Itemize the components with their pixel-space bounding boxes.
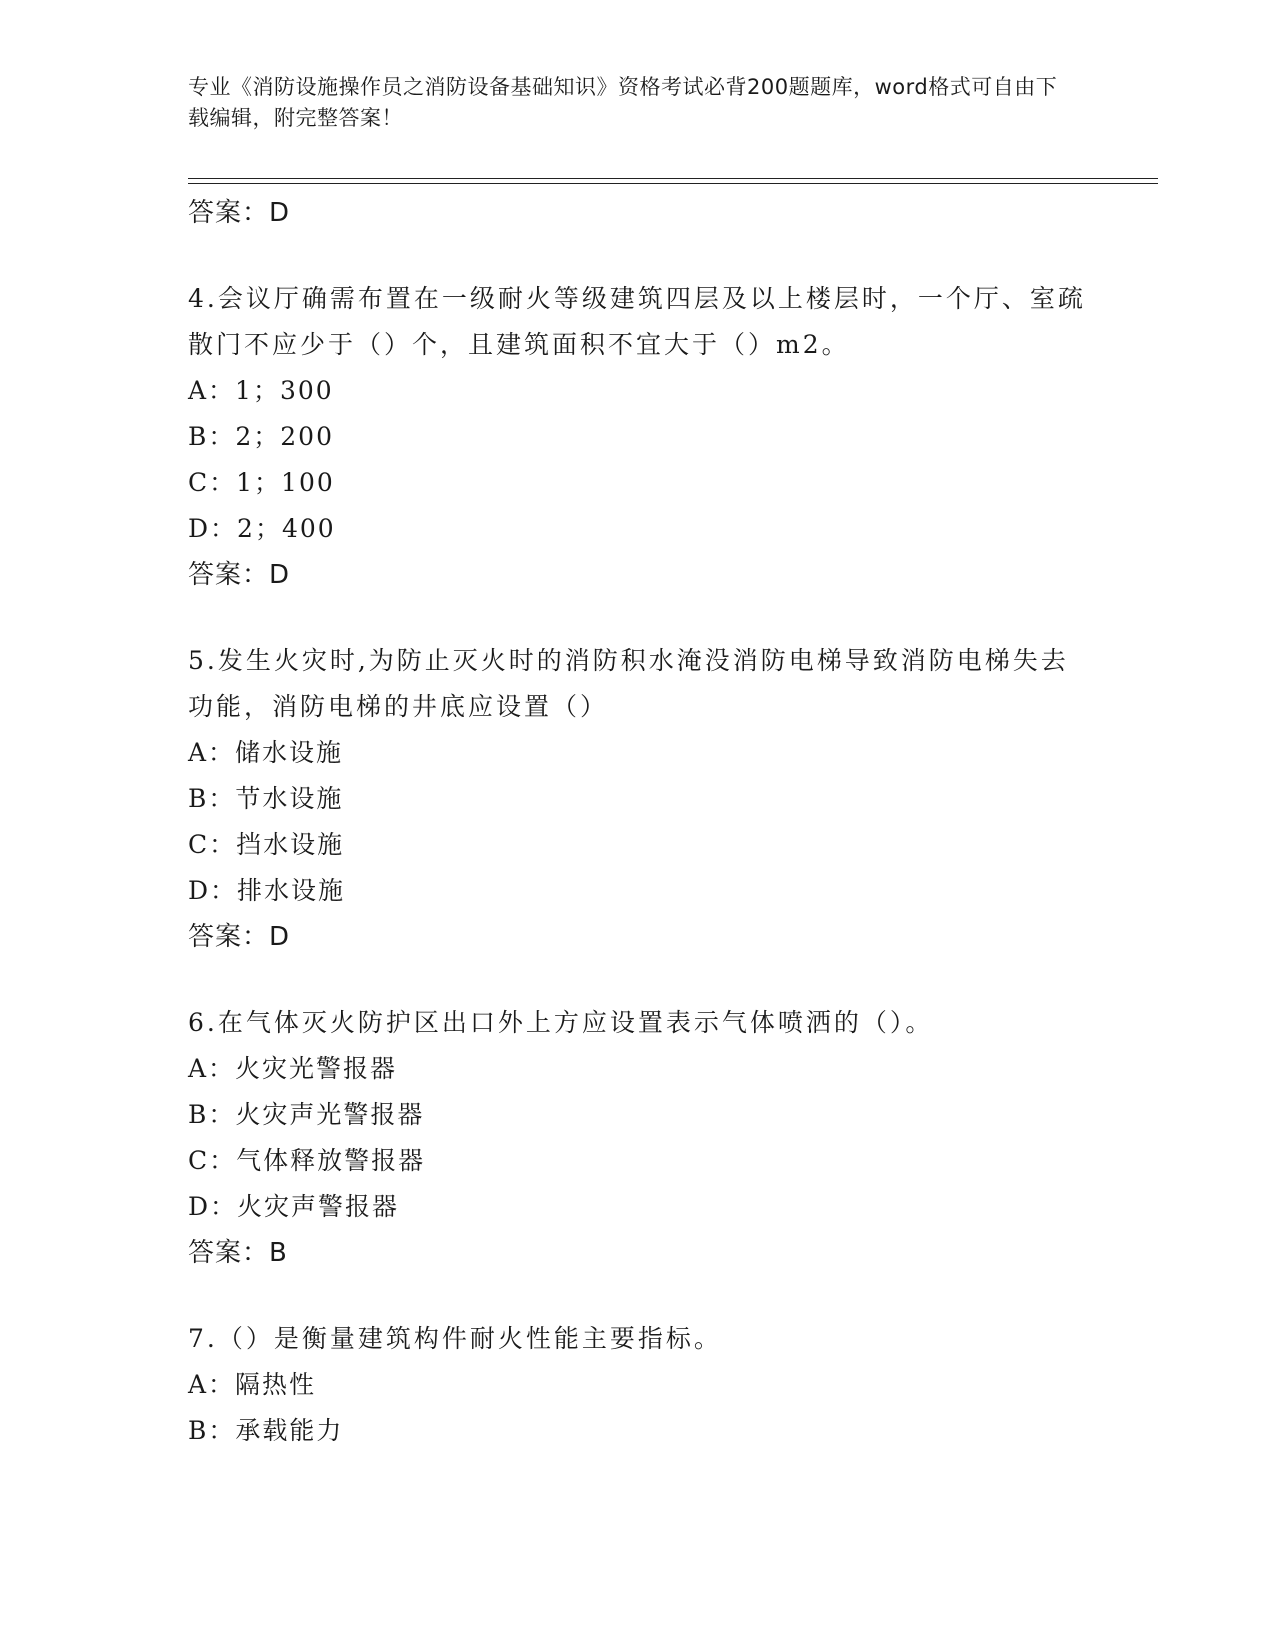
option-c: C：1；100	[188, 468, 335, 497]
question-answer: 答案：D	[188, 922, 291, 952]
question-stem: 7.（）是衡量建筑构件耐火性能主要指标。	[188, 1324, 722, 1353]
question-7	[188, 1316, 1088, 1454]
option-d: D：排水设施	[188, 876, 346, 905]
option-a: A：隔热性	[188, 1370, 317, 1399]
question-answer: 答案：B	[188, 1238, 288, 1268]
header-rule-bottom	[188, 183, 1158, 184]
question-stem: 6.在气体灭火防护区出口外上方应设置表示气体喷洒的（）。	[188, 1008, 934, 1037]
option-d: D：火灾声警报器	[188, 1192, 400, 1221]
option-b: B：2；200	[188, 422, 334, 451]
option-c: C：气体释放警报器	[188, 1146, 426, 1175]
option-a: A：储水设施	[188, 738, 344, 767]
question-list	[188, 190, 1088, 1454]
document-header: 专业《消防设施操作员之消防设备基础知识》资格考试必背200题题库，word格式可自由下载编辑，附完整答案！	[188, 75, 1058, 130]
option-b: B：节水设施	[188, 784, 344, 813]
option-b: B：承载能力	[188, 1416, 344, 1445]
option-a: A：1；300	[188, 376, 334, 405]
question-6	[188, 1000, 1088, 1276]
question-answer: 答案：D	[188, 560, 291, 590]
question-5	[188, 638, 1088, 960]
option-c: C：挡水设施	[188, 830, 345, 859]
question-stem: 4.会议厅确需布置在一级耐火等级建筑四层及以上楼层时，一个厅、室疏散门不应少于（）个，且建筑面积不宜大于（）m2。	[188, 284, 1086, 359]
question-4	[188, 276, 1088, 598]
option-d: D：2；400	[188, 514, 336, 543]
previous-answer: 答案：D	[188, 198, 291, 228]
option-b: B：火灾声光警报器	[188, 1100, 425, 1129]
question-stem: 5.发生火灾时,为防止灭火时的消防积水淹没消防电梯导致消防电梯失去功能，消防电梯的井底应设置（）	[188, 646, 1069, 721]
option-a: A：火灾光警报器	[188, 1054, 398, 1083]
header-rule-top	[188, 178, 1158, 179]
